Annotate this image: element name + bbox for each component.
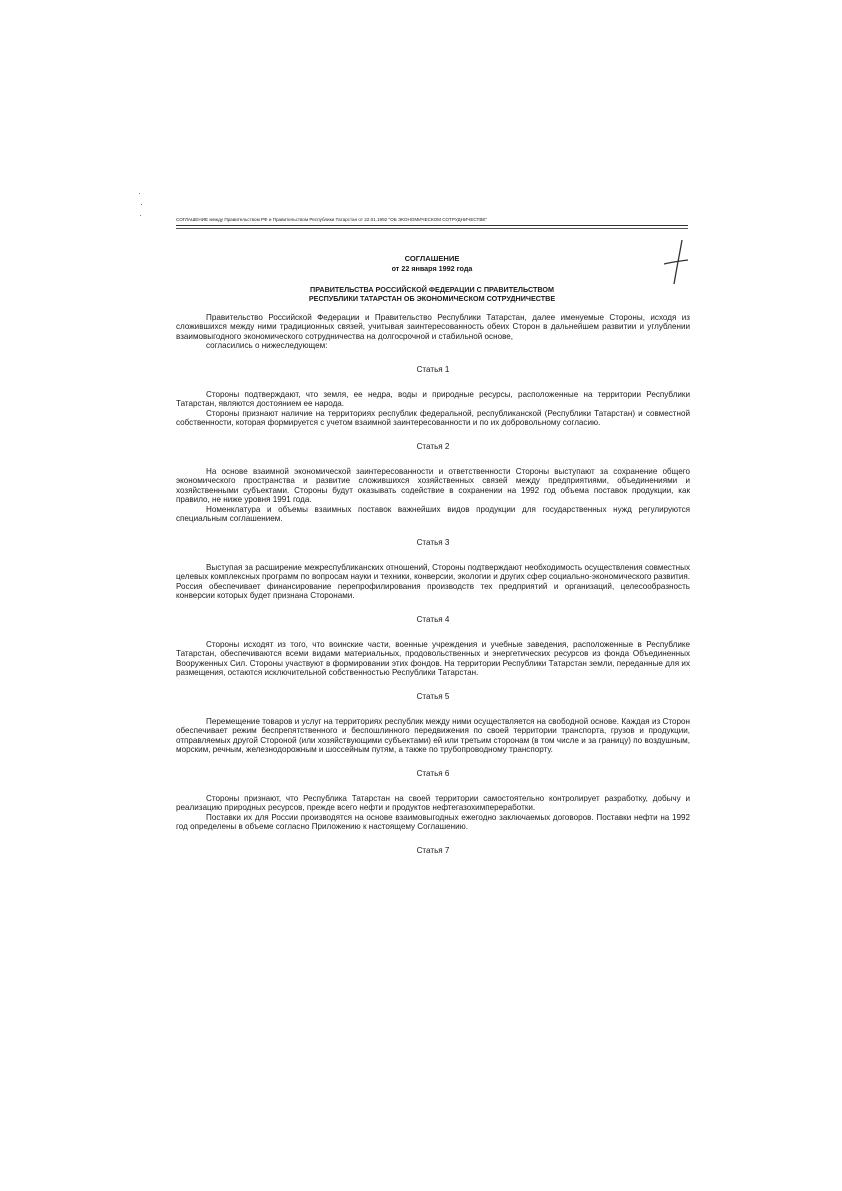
article-paragraph: Стороны признают, что Республика Татарстан на своей территории самостоятельно контролирует разработку, добычу и реализацию природных ресурсов, прежде всего нефти и продуктов нефтегазохимпереработки. <box>176 794 690 813</box>
scan-speck <box>140 215 141 216</box>
document-title: СОГЛАШЕНИЕ <box>404 254 460 263</box>
article-heading: Статья 2 <box>416 441 450 451</box>
header-rule <box>176 225 688 226</box>
article-heading: Статья 5 <box>416 691 450 701</box>
article-paragraph: Выступая за расширение межреспубликанских отношений, Стороны подтверждают необходимость осуществления совместных целевых комплексных программ по вопросам науки и техники, конверсии, экологии и других сфер социально-экономического развития. Россия обеспечивает финансирование перепрофилирования производств тех предприятий и организаций, целесообразность конверсии которых будет признана Сторонами. <box>176 562 690 601</box>
article-heading: Статья 6 <box>416 768 450 778</box>
article-paragraph: Поставки их для России производятся на основе взаимовыгодных ежегодно заключаемых договоров. Поставки нефти на 1992 год определены в объеме согласно Приложению к настоящему Соглашению. <box>176 812 690 832</box>
article-heading: Статья 3 <box>416 537 450 547</box>
document-date: от 22 января 1992 года <box>391 264 473 273</box>
document-body <box>176 313 690 871</box>
subtitle-line: РЕСПУБЛИКИ ТАТАРСТАН ОБ ЭКОНОМИЧЕСКОМ СОТРУДНИЧЕСТВЕ <box>308 294 556 303</box>
article-paragraph: Стороны признают наличие на территориях республик федеральной, республиканской (Республики Татарстан) и совместной собственности, которая формируется с учетом взаимной заинтересованности и по их добровольному согласию. <box>176 408 690 428</box>
article-paragraph: На основе взаимной экономической заинтересованности и ответственности Стороны выступают за сохранение общего экономического пространства и развитие сложившихся хозяйственных связей между предприятиями, объединениями и хозяйственными субъектами. Стороны будут оказывать содействие в сохранении на 1992 год объема поставок продукции, как правило, не ниже уровня 1991 года. <box>176 467 690 505</box>
article-heading: Статья 7 <box>416 845 450 855</box>
running-header: СОГЛАШЕНИЕ между Правительством РФ и Правительством Республики Татарстан от 22.01.1992 "ОБ ЭКОНОМИЧЕСКОМ СОТРУДНИЧЕСТВЕ" <box>176 217 488 222</box>
article-paragraph: Номенклатура и объемы взаимных поставок важнейших видов продукции для государственных нужд регулируются специальным соглашением. <box>176 504 690 524</box>
article-heading: Статья 1 <box>416 364 450 374</box>
header-rule-secondary <box>176 228 688 229</box>
scan-speck <box>139 193 140 194</box>
article-paragraph: Стороны подтверждают, что земля, ее недра, воды и природные ресурсы, расположенные на территории Республики Татарстан, являются достоянием ее народа. <box>176 390 690 409</box>
preamble-paragraph: Правительство Российской Федерации и Правительство Республики Татарстан, далее именуемые Стороны, исходя из сложившихся между ними традиционных связей, учитывая заинтересованность обеих Сторон в дальнейшем развитии и углублении взаимовыгодного экономического сотрудничества на долгосрочной и стабильной основе, <box>176 313 690 341</box>
subtitle-line: ПРАВИТЕЛЬСТВА РОССИЙСКОЙ ФЕДЕРАЦИИ С ПРАВИТЕЛЬСТВОМ <box>310 285 554 294</box>
preamble-agreed: согласились о нижеследующем: <box>206 341 328 351</box>
document-subtitle <box>176 285 688 303</box>
article-paragraph: Перемещение товаров и услуг на территориях республик между ними осуществляется на свободной основе. Каждая из Сторон обеспечивает режим беспрепятственного и беспошлинного передвижения по своей территории транспорта, грузов и продукции, отправляемых другой Стороной (или хозяйствующими субъектами) ей или третьим сторонам (в том числе и за границу) по воздушным, морским, речным, железнодорожным и шоссейным путям, а также по трубопроводному транспорту. <box>176 716 690 755</box>
article-paragraph: Стороны исходят из того, что воинские части, военные учреждения и учебные заведения, расположенные в Республике Татарстан, обеспечиваются всеми видами материальных, продовольственных и энергетических ресурсов из фонда Объединенных Вооруженных Сил. Стороны участвуют в формировании этих фондов. На территории Республики Татарстан земли, переданные для их размещения, остаются исключительной собственностью Республики Татарстан. <box>176 639 690 678</box>
scan-speck <box>141 204 142 205</box>
article-heading: Статья 4 <box>416 614 450 624</box>
